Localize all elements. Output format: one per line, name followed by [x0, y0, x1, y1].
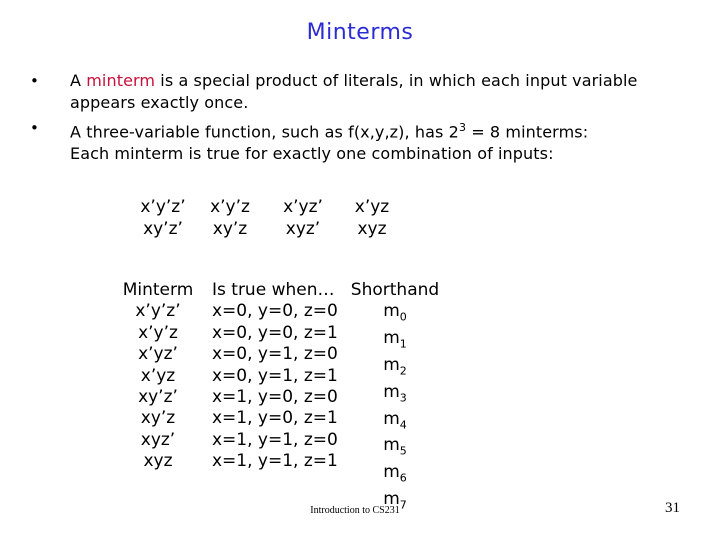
- slide-title: Minterms: [306, 20, 414, 45]
- minterm-column: [118, 280, 198, 473]
- grid-cell: xy’z’: [143, 219, 183, 239]
- grid-cell: x’y’z’: [140, 197, 186, 217]
- true-when-cell: x=0, y=0, z=0: [212, 301, 338, 322]
- shorthand-cell: $m_0$: [383, 301, 407, 324]
- shorthand-cell: $m_6$: [383, 462, 407, 485]
- minterm-cell: x’y’z: [138, 322, 178, 343]
- bullet-1-line-2: appears exactly once.: [70, 93, 249, 112]
- minterm-cell: xyz: [143, 451, 173, 472]
- true-when-cell: x=0, y=0, z=1: [212, 322, 338, 343]
- grid-cell: x’yz: [354, 197, 390, 217]
- shorthand-header: Shorthand: [350, 280, 440, 300]
- bullet-dot-1: •: [30, 72, 39, 90]
- footer-course: Introduction to CS231: [310, 505, 400, 516]
- bullet-2-text: [70, 117, 700, 165]
- true-when-cell: x=1, y=0, z=0: [212, 387, 338, 408]
- minterm-cell: x’yz’: [138, 344, 178, 365]
- minterm-cell: xyz’: [140, 429, 176, 450]
- minterm-cell: x’yz: [140, 365, 176, 386]
- minterm-cell: xy’z’: [138, 387, 178, 408]
- grid-cell: x’yz’: [283, 197, 323, 217]
- minterm-cell: xy’z: [140, 408, 176, 429]
- bullet-2-line-2: Each minterm is true for exactly one combination of inputs:: [70, 144, 554, 164]
- bullet-1-text: [70, 70, 700, 114]
- true-when-header: Is true when…: [212, 280, 335, 300]
- bullet-2-line-1: A three-variable function, such as f(x,y,z), has $2^3 = 8$ minterms:: [70, 121, 589, 142]
- shorthand-cell: $m_1$: [383, 328, 407, 351]
- grid-cell: x’y’z: [210, 197, 250, 217]
- grid-cell: xyz’: [285, 219, 321, 239]
- shorthand-column: [347, 280, 443, 516]
- minterm-header: Minterm: [122, 280, 194, 300]
- minterm-cell: x’y’z’: [135, 301, 181, 322]
- shorthand-cell: $m_2$: [383, 355, 407, 378]
- shorthand-cell: $m_3$: [383, 381, 407, 405]
- shorthand-cell: $m_4$: [383, 408, 407, 431]
- shorthand-cell: $m_7$: [383, 488, 407, 512]
- bullet-1-line-1: A minterm is a special product of literals, in which each input variable: [70, 71, 638, 90]
- true-when-cell: x=1, y=1, z=1: [212, 451, 338, 472]
- grid-cell: xyz: [357, 219, 387, 239]
- minterm-highlight: minterm: [86, 71, 156, 90]
- grid-cell: xy’z: [212, 219, 248, 239]
- bullet-dot-2: •: [30, 119, 39, 137]
- true-when-cell: x=1, y=0, z=1: [212, 408, 338, 429]
- shorthand-cell: $m_5$: [383, 435, 407, 458]
- true-when-cell: x=0, y=1, z=0: [212, 344, 338, 365]
- true-when-cell: x=0, y=1, z=1: [212, 365, 338, 386]
- true-when-cell: x=1, y=1, z=0: [212, 429, 338, 450]
- page-number: 31: [665, 500, 680, 516]
- true-when-column: [212, 280, 338, 473]
